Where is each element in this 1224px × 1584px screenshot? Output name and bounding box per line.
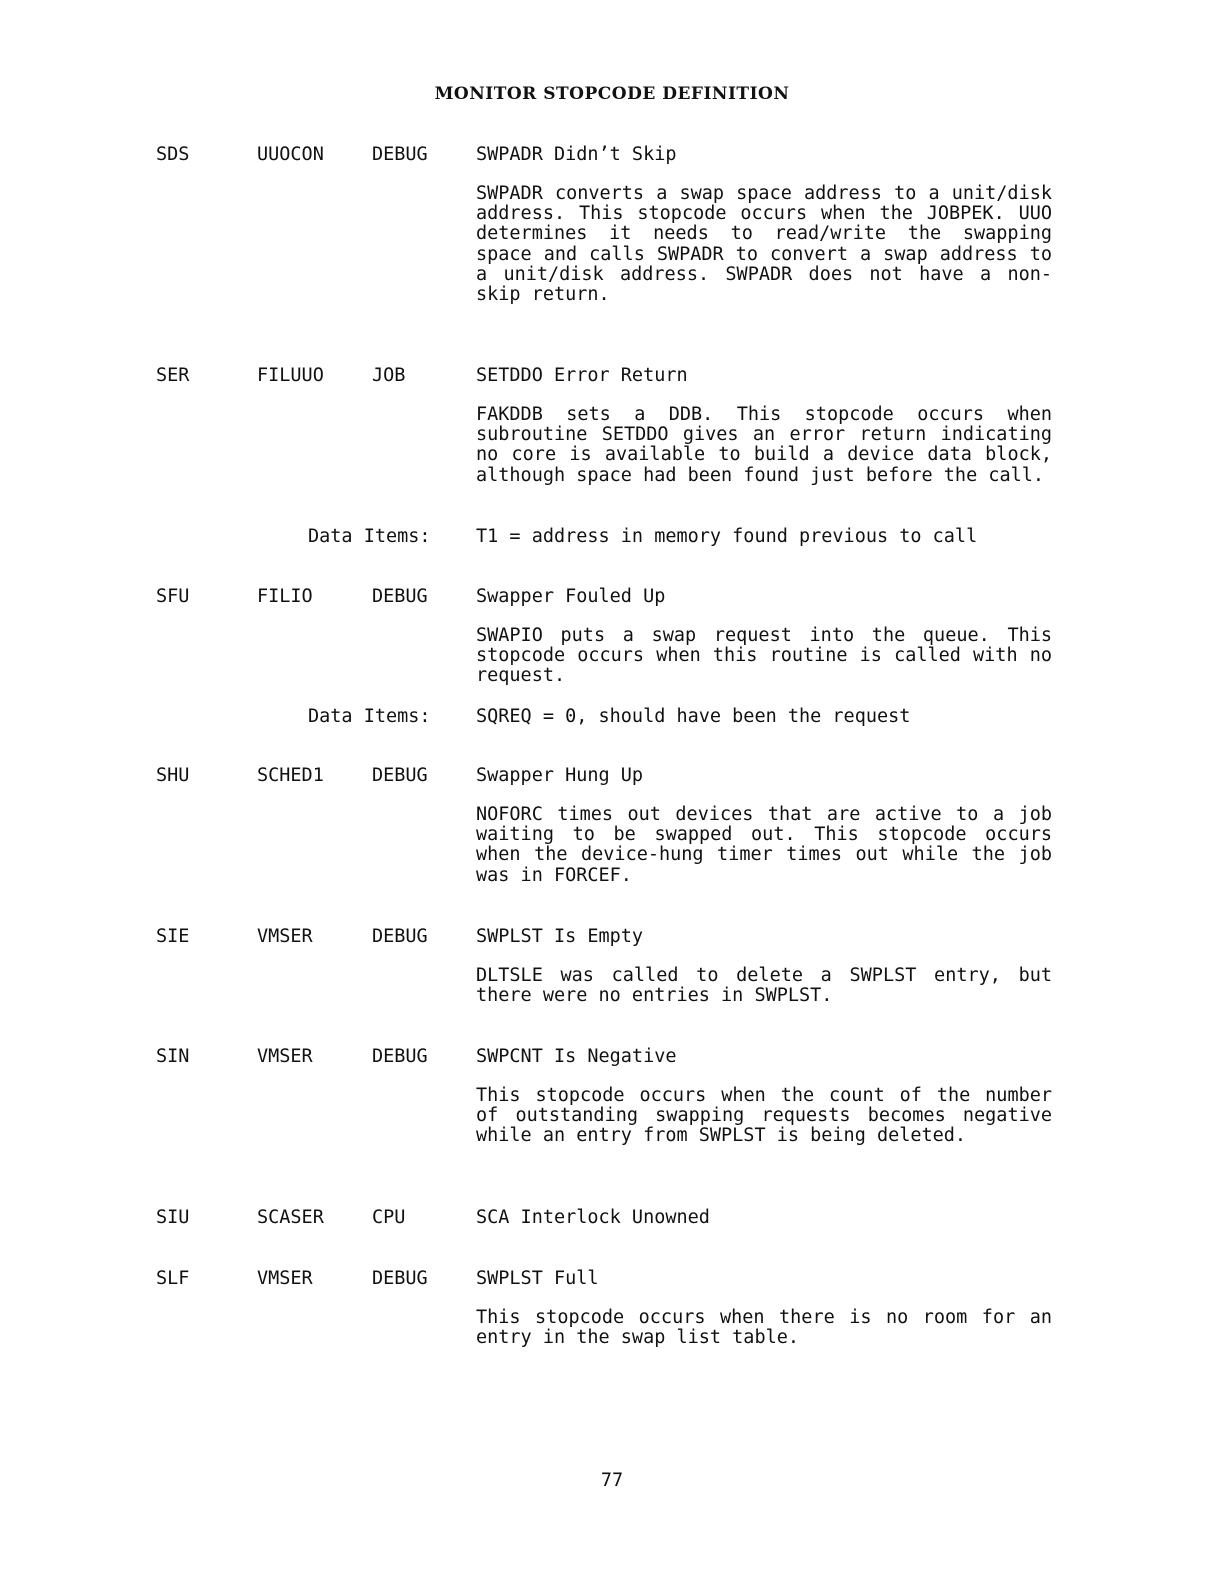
stopcode-entry-sin <box>0 1046 1224 1176</box>
stopcode-heading: Swapper Fouled Up <box>476 586 666 607</box>
stopcode-type: DEBUG <box>372 1046 428 1067</box>
stopcode-type: CPU <box>372 1207 406 1228</box>
stopcode-name: SIU <box>156 1207 190 1228</box>
stopcode-heading: SWPLST Is Empty <box>476 926 644 947</box>
stopcode-entry-sie <box>0 926 1224 1016</box>
page-number: 77 <box>600 1470 624 1491</box>
stopcode-entry-siu <box>0 1207 1224 1237</box>
stopcode-type: DEBUG <box>372 1268 428 1289</box>
stopcode-heading: SWPCNT Is Negative <box>476 1046 677 1067</box>
stopcode-module: FILUUO <box>257 365 324 386</box>
stopcode-type: DEBUG <box>372 765 428 786</box>
stopcode-entry-shu <box>0 765 1224 895</box>
data-items-text: SQREQ = 0, should have been the request <box>476 706 911 727</box>
stopcode-heading: Swapper Hung Up <box>476 765 644 786</box>
stopcode-name: SIE <box>156 926 190 947</box>
data-items-label: Data Items: <box>308 526 431 547</box>
stopcode-description: SWPADR converts a swap space address to a unit/disk address. This stopcode occurs when the JOBPEK. UUO determines it needs to read/write the swapping space and calls SWPADR to convert a swap address to a unit/disk address. SWPADR does not have a non-skip return. <box>476 183 1052 306</box>
data-items-text: T1 = address in memory found previous to call <box>476 526 978 547</box>
stopcode-module: VMSER <box>257 926 313 947</box>
stopcode-type: DEBUG <box>372 586 428 607</box>
stopcode-description: SWAPIO puts a swap request into the queue. This stopcode occurs when this routine is called with no request. <box>476 625 1052 687</box>
stopcode-module: UUOCON <box>257 144 324 165</box>
stopcode-entry-sds <box>0 144 1224 334</box>
data-items-label: Data Items: <box>308 706 431 727</box>
stopcode-name: SLF <box>156 1268 190 1289</box>
stopcode-description: FAKDDB sets a DDB. This stopcode occurs when subroutine SETDDO gives an error return indicating no core is available to build a device data block, although space had been found just before the call. <box>476 404 1052 486</box>
stopcode-module: VMSER <box>257 1046 313 1067</box>
stopcode-entry-ser <box>0 365 1224 555</box>
stopcode-description: DLTSLE was called to delete a SWPLST entry, but there were no entries in SWPLST. <box>476 965 1052 1007</box>
stopcode-module: VMSER <box>257 1268 313 1289</box>
page-title: MONITOR STOPCODE DEFINITION <box>434 84 790 104</box>
stopcode-entry-slf <box>0 1268 1224 1358</box>
stopcode-name: SIN <box>156 1046 190 1067</box>
stopcode-module: SCHED1 <box>257 765 324 786</box>
stopcode-entry-sfu <box>0 586 1224 736</box>
stopcode-heading: SWPADR Didn’t Skip <box>476 144 677 165</box>
stopcode-name: SHU <box>156 765 190 786</box>
stopcode-description: This stopcode occurs when the count of the number of outstanding swapping requests becomes negative while an entry from SWPLST is being deleted. <box>476 1085 1052 1147</box>
stopcode-type: JOB <box>372 365 406 386</box>
stopcode-module: SCASER <box>257 1207 324 1228</box>
stopcode-heading: SETDDO Error Return <box>476 365 688 386</box>
stopcode-heading: SCA Interlock Unowned <box>476 1207 710 1228</box>
stopcode-description: NOFORC times out devices that are active to a job waiting to be swapped out. This stopcode occurs when the device-hung timer times out while the job was in FORCEF. <box>476 804 1052 886</box>
stopcode-type: DEBUG <box>372 144 428 165</box>
stopcode-type: DEBUG <box>372 926 428 947</box>
stopcode-name: SER <box>156 365 190 386</box>
stopcode-name: SFU <box>156 586 190 607</box>
stopcode-heading: SWPLST Full <box>476 1268 599 1289</box>
stopcode-module: FILIO <box>257 586 313 607</box>
stopcode-description: This stopcode occurs when there is no room for an entry in the swap list table. <box>476 1307 1052 1349</box>
stopcode-name: SDS <box>156 144 190 165</box>
